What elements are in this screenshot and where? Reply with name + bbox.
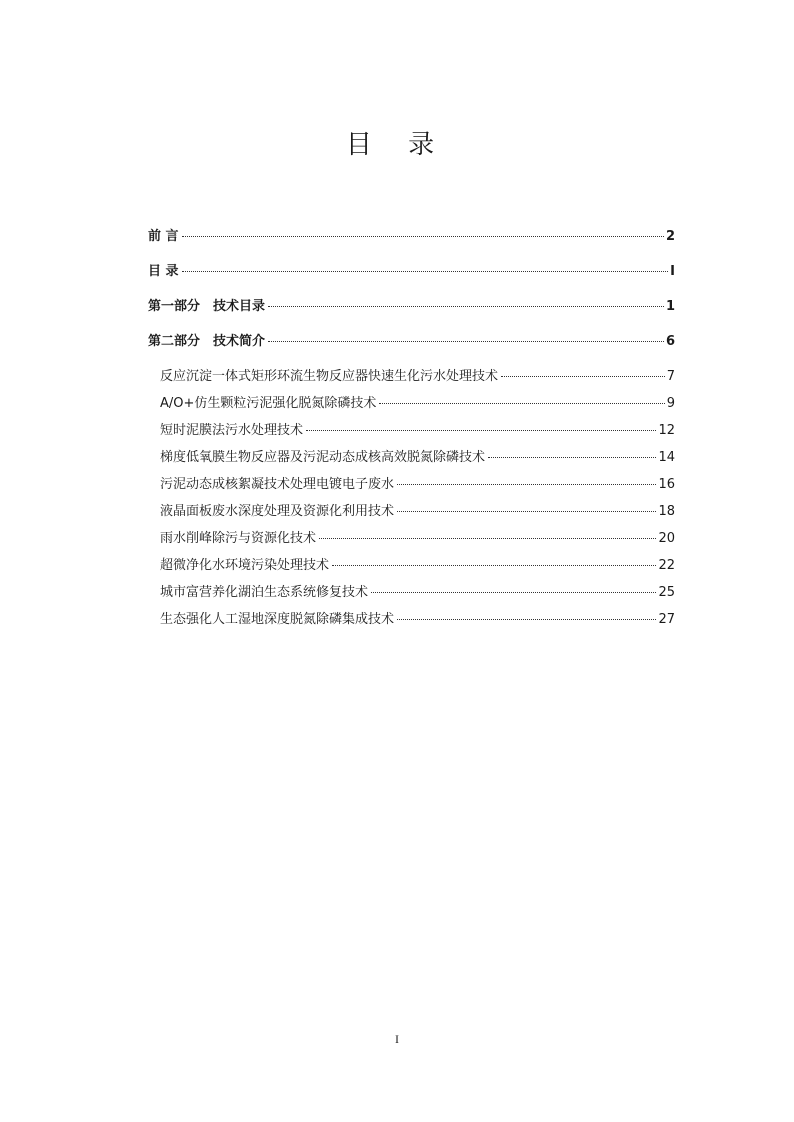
toc-leader-dots bbox=[397, 511, 656, 512]
toc-leader-dots bbox=[268, 341, 664, 342]
toc-entry-page: 20 bbox=[658, 531, 675, 546]
toc-leader-dots bbox=[488, 457, 656, 458]
page-title: 目 录 bbox=[345, 130, 449, 160]
toc-entry[interactable] bbox=[148, 366, 675, 393]
page-number-footer: I bbox=[395, 1032, 399, 1046]
toc-entry-label: 第一部分 技术目录 bbox=[148, 299, 266, 314]
toc-entry-label: 城市富营养化湖泊生态系统修复技术 bbox=[160, 585, 369, 600]
toc-entry-page: 27 bbox=[658, 612, 675, 627]
toc-entry-label: 超微净化水环境污染处理技术 bbox=[160, 558, 330, 573]
toc-entry-label: 第二部分 技术简介 bbox=[148, 334, 266, 349]
toc-leader-dots bbox=[332, 565, 656, 566]
toc-leader-dots bbox=[319, 538, 656, 539]
toc-leader-dots bbox=[371, 592, 656, 593]
toc-leader-dots bbox=[397, 619, 656, 620]
toc-leader-dots bbox=[268, 306, 664, 307]
toc-leader-dots bbox=[182, 236, 664, 237]
toc-entry[interactable] bbox=[148, 555, 675, 582]
toc-entry-label: 短时泥膜法污水处理技术 bbox=[160, 423, 304, 438]
toc-entry[interactable] bbox=[148, 420, 675, 447]
toc-entry-label: 生态强化人工湿地深度脱氮除磷集成技术 bbox=[160, 612, 395, 627]
toc-entry[interactable] bbox=[148, 501, 675, 528]
toc-entry-page: 22 bbox=[658, 558, 675, 573]
toc-leader-dots bbox=[306, 430, 656, 431]
toc-leader-dots bbox=[397, 484, 656, 485]
toc-entry-label: 液晶面板废水深度处理及资源化利用技术 bbox=[160, 504, 395, 519]
toc-entry-part-two[interactable] bbox=[148, 331, 675, 366]
toc-entry-page: 12 bbox=[658, 423, 675, 438]
toc-entry-label: 污泥动态成核絮凝技术处理电镀电子废水 bbox=[160, 477, 395, 492]
toc-entry[interactable] bbox=[148, 447, 675, 474]
toc-leader-dots bbox=[501, 376, 665, 377]
toc-entry-page: 6 bbox=[665, 334, 675, 349]
toc-entry-label: 目 录 bbox=[148, 264, 179, 279]
toc-entry-page: 18 bbox=[658, 504, 675, 519]
toc-entry-page: 16 bbox=[658, 477, 675, 492]
toc-entry-page: 2 bbox=[665, 229, 675, 244]
toc-entry-page: 25 bbox=[658, 585, 675, 600]
toc-leader-dots bbox=[182, 271, 669, 272]
toc-entry-preface[interactable] bbox=[148, 226, 675, 261]
toc-entry-page: 1 bbox=[665, 299, 675, 314]
toc-entry-label: 雨水削峰除污与资源化技术 bbox=[160, 531, 317, 546]
toc-entry[interactable] bbox=[148, 528, 675, 555]
toc-entry[interactable] bbox=[148, 474, 675, 501]
toc-entry-label: 前 言 bbox=[148, 229, 179, 244]
toc-entry-label: A/O+仿生颗粒污泥强化脱氮除磷技术 bbox=[160, 396, 377, 411]
toc-entry[interactable] bbox=[148, 393, 675, 420]
toc-entry-contents[interactable] bbox=[148, 261, 675, 296]
toc-leader-dots bbox=[379, 403, 664, 404]
toc-entry-page: 7 bbox=[666, 369, 675, 384]
toc-entry-page: 9 bbox=[666, 396, 675, 411]
table-of-contents bbox=[148, 226, 675, 636]
toc-entry[interactable] bbox=[148, 582, 675, 609]
toc-entry[interactable] bbox=[148, 609, 675, 636]
toc-entry-page: I bbox=[670, 264, 675, 279]
toc-entry-label: 梯度低氧膜生物反应器及污泥动态成核高效脱氮除磷技术 bbox=[160, 450, 486, 465]
toc-entry-page: 14 bbox=[658, 450, 675, 465]
toc-entry-label: 反应沉淀一体式矩形环流生物反应器快速生化污水处理技术 bbox=[160, 369, 499, 384]
toc-entry-part-one[interactable] bbox=[148, 296, 675, 331]
